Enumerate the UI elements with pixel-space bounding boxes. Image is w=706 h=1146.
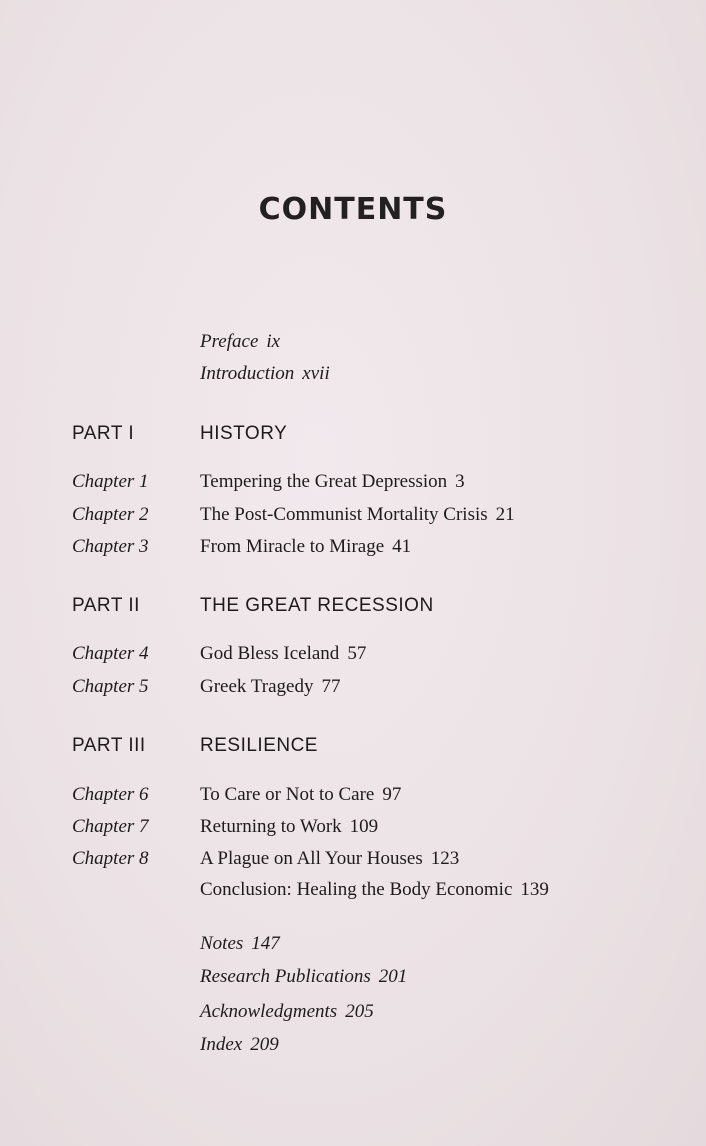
chapter-title-entry <box>200 471 465 493</box>
entry-page: 201 <box>378 966 408 987</box>
chapter-page: 77 <box>321 676 341 697</box>
chapter-title-entry <box>200 676 340 698</box>
entry-page: xvii <box>302 363 330 384</box>
chapter-title-entry <box>200 784 401 806</box>
chapter-title-entry <box>200 816 378 838</box>
chapter-title-entry <box>200 536 411 558</box>
chapter-page: 97 <box>382 784 402 805</box>
entry-page: ix <box>266 331 281 352</box>
toc-entry-index <box>200 1034 279 1056</box>
chapter-page: 123 <box>430 848 460 869</box>
chapter-title-entry <box>200 643 366 665</box>
chapter-title: A Plague on All Your Houses <box>200 848 423 869</box>
chapter-label: Chapter 6 <box>72 784 149 805</box>
toc-entry-acknowledgments <box>200 1001 374 1023</box>
part-label: PART II <box>72 595 140 616</box>
entry-label: Notes <box>200 933 244 954</box>
part-label: PART I <box>72 423 135 444</box>
chapter-page: 3 <box>455 471 465 492</box>
chapter-page: 21 <box>495 504 515 525</box>
toc-entry-notes <box>200 933 280 955</box>
chapter-title: To Care or Not to Care <box>200 784 375 805</box>
chapter-title: Returning to Work <box>200 816 342 837</box>
entry-label: Acknowledgments <box>200 1001 338 1022</box>
entry-page: 147 <box>251 933 280 954</box>
chapter-title: Greek Tragedy <box>200 676 314 697</box>
chapter-title: From Miracle to Mirage <box>200 536 385 557</box>
chapter-label: Chapter 8 <box>72 848 149 869</box>
entry-label: Research Publications <box>200 966 371 987</box>
chapter-title-entry <box>200 504 515 526</box>
entry-label: Index <box>200 1034 243 1055</box>
conclusion-title: Conclusion: Healing the Body Economic <box>200 879 513 900</box>
chapter-title-entry <box>200 848 459 870</box>
chapter-page: 41 <box>392 536 412 557</box>
toc-entry-research-publications <box>200 966 407 988</box>
chapter-title: The Post-Communist Mortality Crisis <box>200 504 488 525</box>
chapter-label: Chapter 3 <box>72 536 149 557</box>
chapter-title: God Bless Iceland <box>200 643 340 664</box>
toc-entry-preface <box>200 331 280 353</box>
toc-entry-introduction <box>200 363 330 385</box>
chapter-page: 57 <box>347 643 367 664</box>
chapter-label: Chapter 7 <box>72 816 149 837</box>
entry-label: Preface <box>200 331 259 352</box>
chapter-page: 109 <box>349 816 379 837</box>
entry-label: Introduction <box>200 363 295 384</box>
entry-page: 205 <box>345 1001 374 1022</box>
part-title: RESILIENCE <box>200 735 318 756</box>
chapter-title: Tempering the Great Depression <box>200 471 448 492</box>
chapter-label: Chapter 2 <box>72 504 149 525</box>
part-label: PART III <box>72 735 146 756</box>
toc-entry-conclusion <box>200 879 549 901</box>
chapter-label: Chapter 4 <box>72 643 149 664</box>
conclusion-page: 139 <box>520 879 549 900</box>
entry-page: 209 <box>250 1034 279 1055</box>
part-title: THE GREAT RECESSION <box>200 595 434 616</box>
page-title: CONTENTS <box>258 192 448 227</box>
part-title: HISTORY <box>200 423 288 444</box>
chapter-label: Chapter 5 <box>72 676 149 697</box>
chapter-label: Chapter 1 <box>72 471 149 492</box>
